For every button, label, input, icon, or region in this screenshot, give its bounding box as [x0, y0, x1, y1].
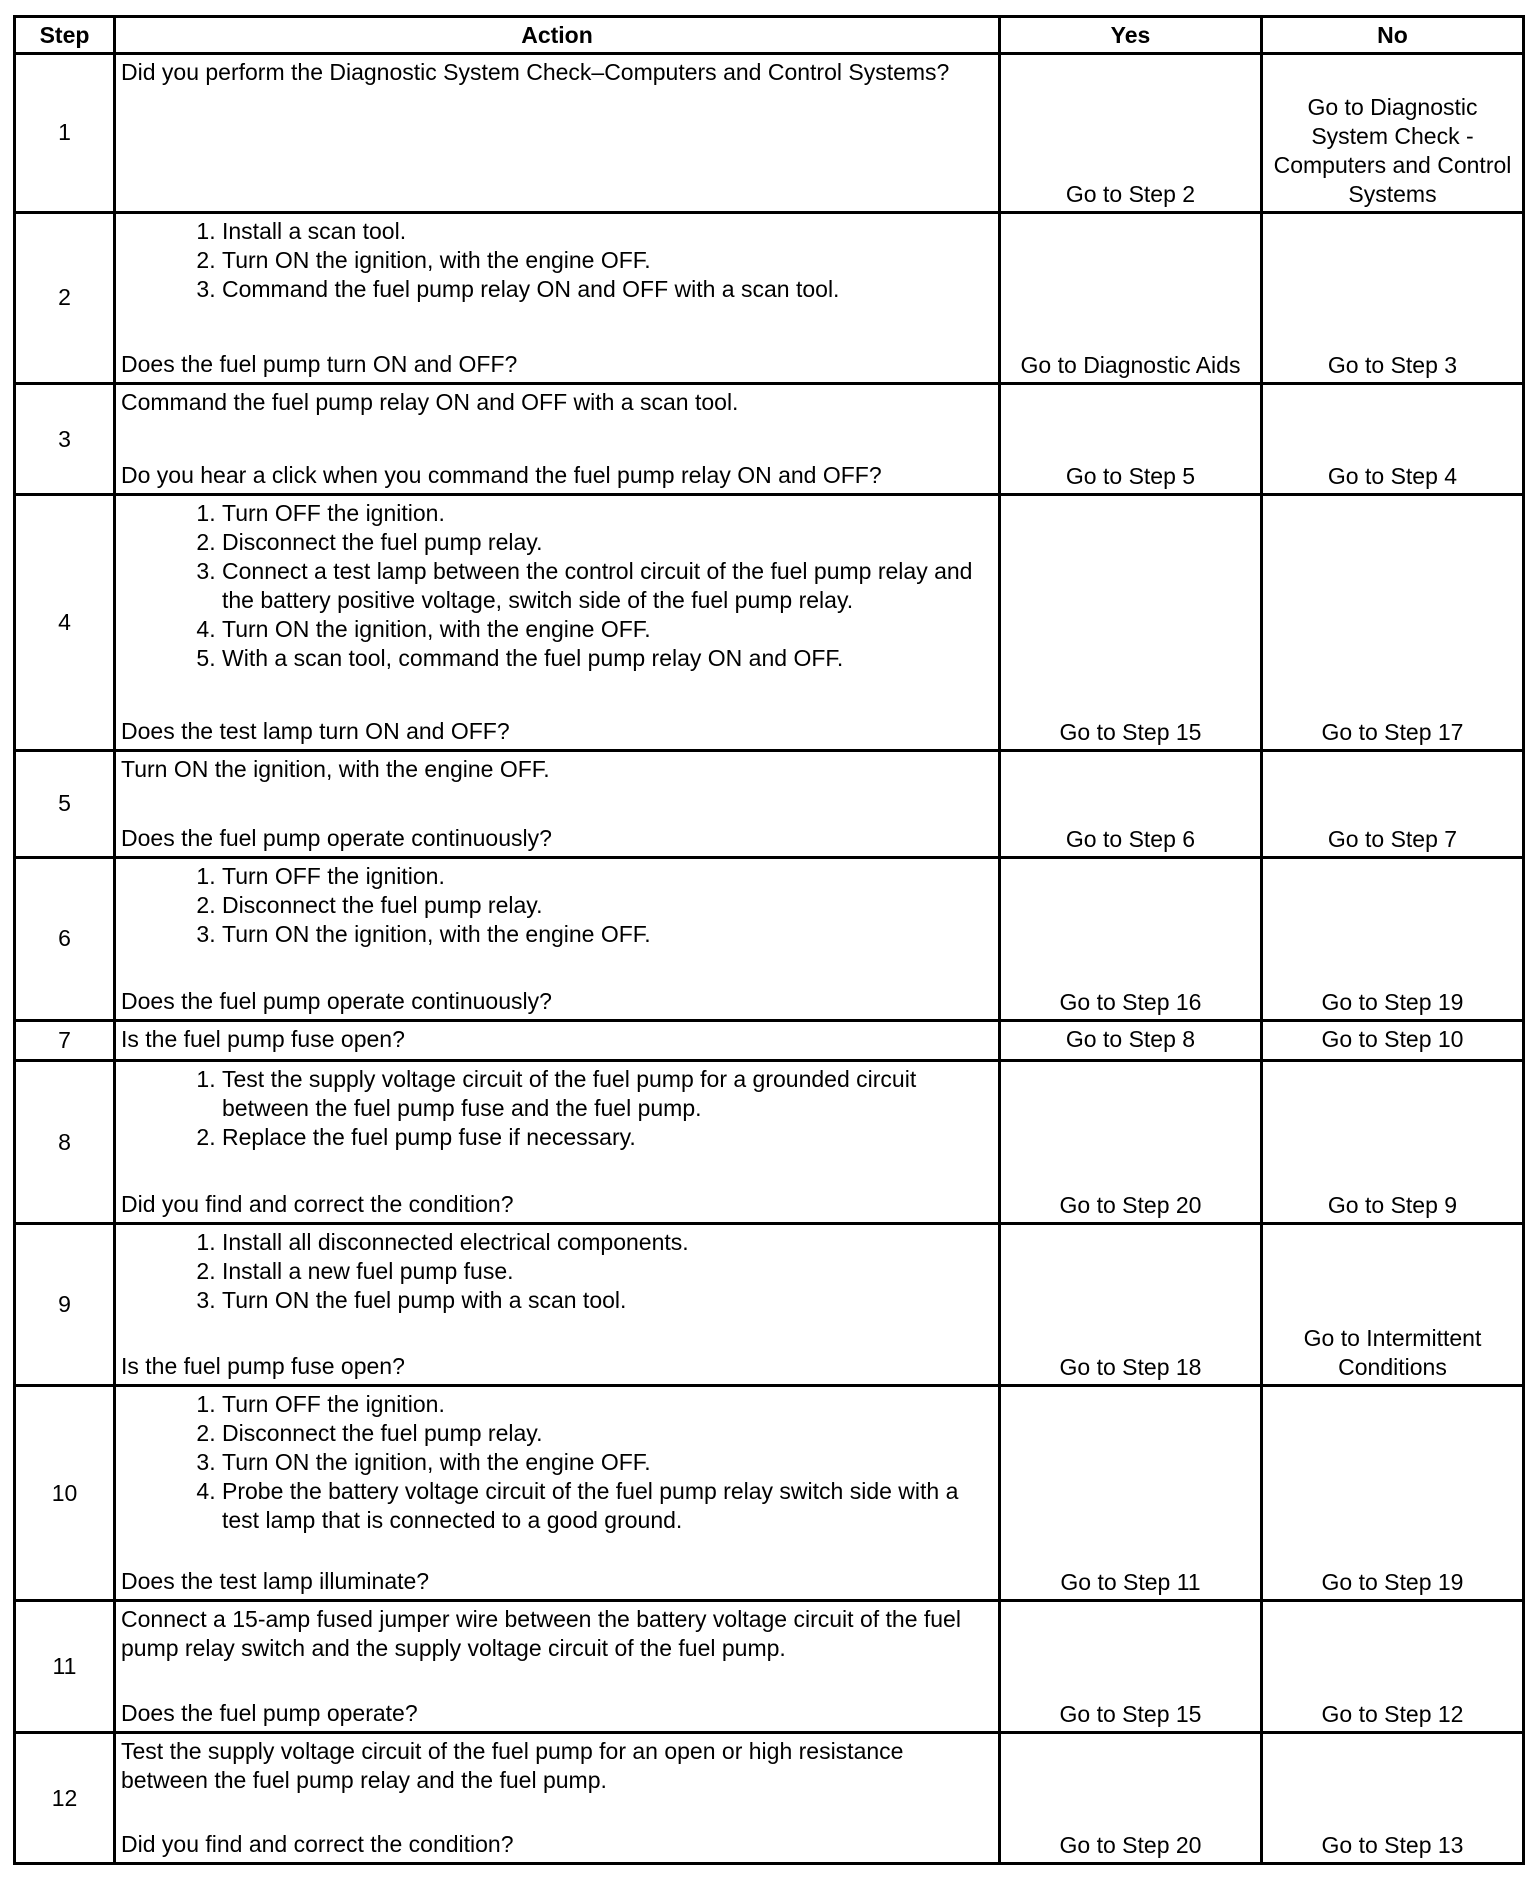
action-cell: [115, 495, 1000, 751]
action-steps-list: [121, 862, 994, 949]
no-result: Go to Step 17: [1262, 495, 1524, 751]
action-step-item: 3. Connect a test lamp between the control circuit of the fuel pump relay and the battery positive voltage, switch side of the fuel pump relay.: [222, 557, 994, 615]
header-step: Step: [15, 17, 115, 54]
action-step-item: 3. Command the fuel pump relay ON and OFF with a scan tool.: [222, 275, 994, 304]
step-number: 2: [15, 212, 115, 384]
action-step-item: 2. Disconnect the fuel pump relay.: [222, 528, 994, 557]
action-cell: [115, 212, 1000, 384]
action-question: Does the fuel pump operate continuously?: [121, 987, 552, 1014]
action-step-item: 3. Turn ON the fuel pump with a scan tool.: [222, 1286, 994, 1315]
table-row: [15, 750, 1524, 857]
header-no: No: [1262, 17, 1524, 54]
table-body: [15, 54, 1524, 1864]
action-step-item: 4. Probe the battery voltage circuit of the fuel pump relay switch side with a test lamp that is connected to a good ground.: [222, 1477, 994, 1535]
step-number: 11: [15, 1601, 115, 1733]
action-cell: [115, 1061, 1000, 1224]
step-number: 8: [15, 1061, 115, 1224]
table-row: [15, 495, 1524, 751]
action-question: Did you find and correct the condition?: [121, 1831, 514, 1857]
action-step-item: 2. Disconnect the fuel pump relay.: [222, 1419, 994, 1448]
action-question: Is the fuel pump fuse open?: [121, 1352, 405, 1379]
no-result: Go to Step 4: [1262, 384, 1524, 495]
yes-result: Go to Step 16: [1000, 857, 1262, 1020]
yes-result: Go to Step 6: [1000, 750, 1262, 857]
yes-result: Go to Step 11: [1000, 1385, 1262, 1601]
step-number: 10: [15, 1385, 115, 1601]
no-result: Go to Intermittent Conditions: [1262, 1224, 1524, 1385]
step-number: 1: [15, 54, 115, 213]
action-steps-list: [121, 1065, 994, 1152]
step-number: 6: [15, 857, 115, 1020]
yes-result: Go to Step 20: [1000, 1061, 1262, 1224]
action-steps-list: [121, 1228, 994, 1315]
no-result: Go to Step 19: [1262, 857, 1524, 1020]
header-row: [15, 17, 1524, 54]
action-instruction: Connect a 15-amp fused jumper wire between the battery voltage circuit of the fuel pump relay switch and the supply voltage circuit of the fuel pump.: [121, 1606, 961, 1662]
action-question: Does the test lamp illuminate?: [121, 1568, 430, 1595]
action-cell: [115, 1601, 1000, 1733]
step-number: 9: [15, 1224, 115, 1385]
action-steps-list: [121, 499, 994, 673]
action-cell: [115, 750, 1000, 857]
step-number: 5: [15, 750, 115, 857]
step-number: 3: [15, 384, 115, 495]
action-step-item: 2. Disconnect the fuel pump relay.: [222, 891, 994, 920]
action-step-item: 2. Replace the fuel pump fuse if necessary.: [222, 1123, 994, 1152]
yes-result: Go to Step 5: [1000, 384, 1262, 495]
action-steps-list: [121, 1390, 994, 1535]
action-step-item: 1. Turn OFF the ignition.: [222, 862, 994, 891]
no-result: Go to Step 7: [1262, 750, 1524, 857]
table-row: [15, 1020, 1524, 1061]
no-result: Go to Step 13: [1262, 1733, 1524, 1864]
action-cell: [115, 1733, 1000, 1864]
action-instruction: Test the supply voltage circuit of the fuel pump for an open or high resistance between the fuel pump relay and the fuel pump.: [121, 1738, 904, 1794]
action-cell: [115, 857, 1000, 1020]
action-step-item: 2. Install a new fuel pump fuse.: [222, 1257, 994, 1286]
yes-result: Go to Step 8: [1000, 1020, 1262, 1061]
table-row: [15, 1385, 1524, 1601]
action-step-item: 1. Turn OFF the ignition.: [222, 1390, 994, 1419]
action-question: Does the fuel pump operate?: [121, 1700, 418, 1727]
table-row: [15, 384, 1524, 495]
table-row: [15, 857, 1524, 1020]
action-cell: [115, 1224, 1000, 1385]
no-result: Go to Step 9: [1262, 1061, 1524, 1224]
action-cell: [115, 1020, 1000, 1061]
action-step-item: 1. Install a scan tool.: [222, 217, 994, 246]
table-row: [15, 54, 1524, 213]
yes-result: Go to Step 15: [1000, 495, 1262, 751]
header-yes: Yes: [1000, 17, 1262, 54]
action-instruction: Turn ON the ignition, with the engine OFF.: [121, 755, 550, 782]
action-instruction: Command the fuel pump relay ON and OFF with a scan tool.: [121, 389, 739, 416]
action-cell: [115, 54, 1000, 213]
action-question: Does the fuel pump turn ON and OFF?: [121, 351, 518, 378]
action-instruction: Did you perform the Diagnostic System Check–Computers and Control Systems?: [121, 59, 950, 85]
action-step-item: 1. Install all disconnected electrical components.: [222, 1228, 994, 1257]
header-action: Action: [115, 17, 1000, 54]
table-row: [15, 212, 1524, 384]
yes-result: Go to Diagnostic Aids: [1000, 212, 1262, 384]
action-step-item: 3. Turn ON the ignition, with the engine OFF.: [222, 1448, 994, 1477]
action-question: Does the fuel pump operate continuously?: [121, 824, 552, 851]
table-row: [15, 1601, 1524, 1733]
table-row: [15, 1061, 1524, 1224]
action-question: Did you find and correct the condition?: [121, 1191, 514, 1218]
no-result: Go to Step 10: [1262, 1020, 1524, 1061]
action-cell: [115, 1385, 1000, 1601]
action-step-item: 3. Turn ON the ignition, with the engine OFF.: [222, 920, 994, 949]
diagnostic-table: [13, 15, 1525, 1865]
yes-result: Go to Step 2: [1000, 54, 1262, 213]
action-step-item: 5. With a scan tool, command the fuel pump relay ON and OFF.: [222, 644, 994, 673]
yes-result: Go to Step 20: [1000, 1733, 1262, 1864]
action-cell: [115, 384, 1000, 495]
action-question: Does the test lamp turn ON and OFF?: [121, 717, 510, 744]
action-step-item: 1. Test the supply voltage circuit of the fuel pump for a grounded circuit between the fuel pump fuse and the fuel pump.: [222, 1065, 994, 1123]
step-number: 7: [15, 1020, 115, 1061]
action-question: Do you hear a click when you command the fuel pump relay ON and OFF?: [121, 462, 882, 489]
yes-result: Go to Step 18: [1000, 1224, 1262, 1385]
step-number: 12: [15, 1733, 115, 1864]
step-number: 4: [15, 495, 115, 751]
action-steps-list: [121, 217, 994, 304]
yes-result: Go to Step 15: [1000, 1601, 1262, 1733]
table-row: [15, 1733, 1524, 1864]
action-instruction: Is the fuel pump fuse open?: [121, 1025, 405, 1052]
action-step-item: 2. Turn ON the ignition, with the engine OFF.: [222, 246, 994, 275]
no-result: Go to Step 3: [1262, 212, 1524, 384]
table-row: [15, 1224, 1524, 1385]
no-result: Go to Step 19: [1262, 1385, 1524, 1601]
no-result: Go to Diagnostic System Check - Computers and Control Systems: [1262, 54, 1524, 213]
action-step-item: 1. Turn OFF the ignition.: [222, 499, 994, 528]
action-step-item: 4. Turn ON the ignition, with the engine OFF.: [222, 615, 994, 644]
no-result: Go to Step 12: [1262, 1601, 1524, 1733]
